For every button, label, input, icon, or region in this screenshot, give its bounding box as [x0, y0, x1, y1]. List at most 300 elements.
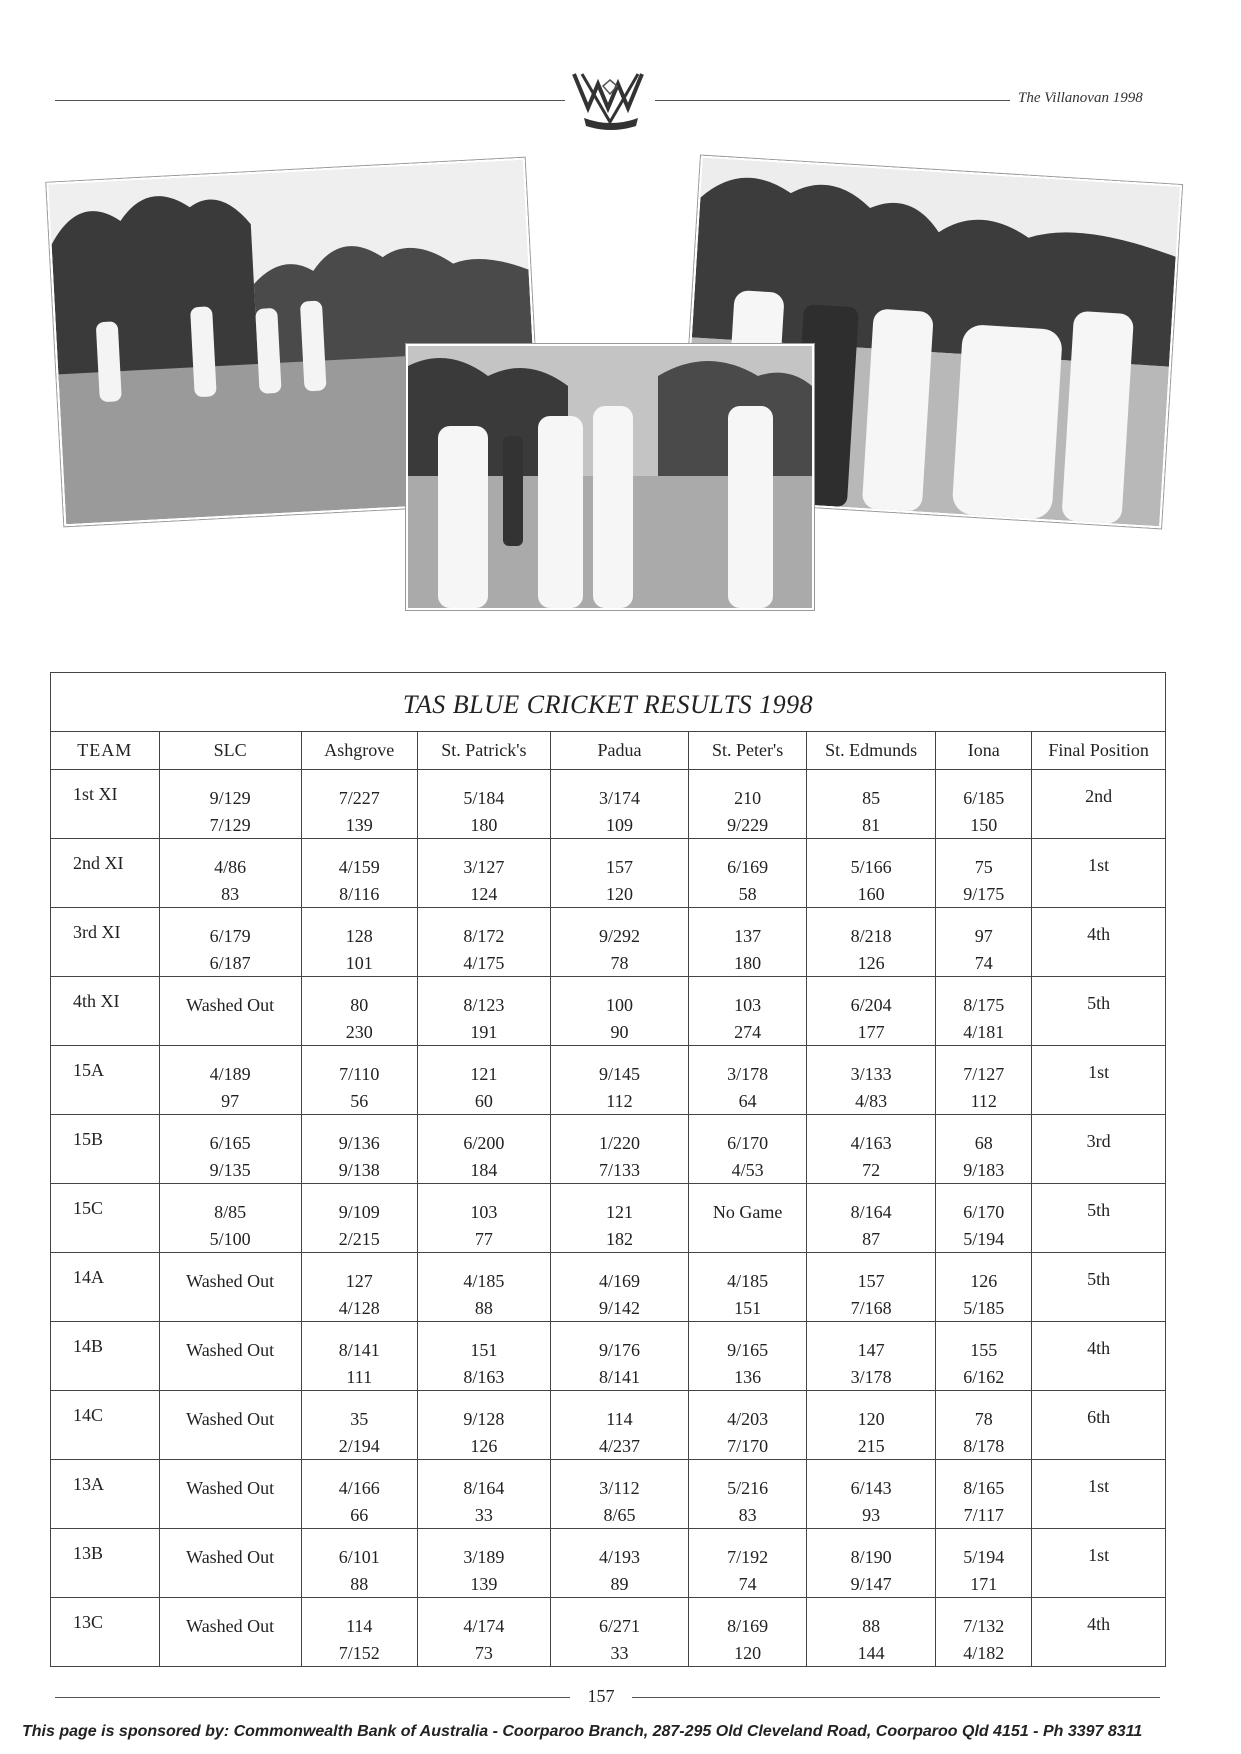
score-second-innings: 230 — [345, 1022, 373, 1042]
score-cell — [689, 770, 807, 839]
score-cell — [936, 1253, 1032, 1322]
score-second-innings: 4/182 — [963, 1643, 1005, 1663]
score-second-innings: 83 — [738, 1505, 757, 1525]
score-cell — [301, 1253, 417, 1322]
score-cell — [550, 839, 688, 908]
score-second-innings: 8/65 — [603, 1505, 636, 1525]
score-second-innings: 4/53 — [731, 1160, 764, 1180]
final-position-cell: 3rd — [1086, 1131, 1111, 1151]
score-second-innings: 97 — [221, 1091, 240, 1111]
score-first-innings: 128 — [345, 926, 373, 946]
table-row — [51, 1529, 1165, 1598]
score-first-innings: 9/165 — [727, 1340, 769, 1360]
score-second-innings: 7/133 — [598, 1160, 640, 1180]
score-first-innings: 114 — [346, 1616, 373, 1636]
score-second-innings: 9/147 — [850, 1574, 892, 1594]
score-cell — [550, 908, 688, 977]
header-rule-right — [655, 100, 1010, 101]
table-row — [51, 1184, 1165, 1253]
score-second-innings: 109 — [605, 815, 633, 835]
score-first-innings: 4/203 — [727, 1409, 769, 1429]
score-cell — [417, 1046, 550, 1115]
score-second-innings: 136 — [734, 1367, 762, 1387]
score-cell — [689, 1391, 807, 1460]
column-header: St. Patrick's — [417, 732, 550, 770]
team-name-cell: 15A — [51, 1046, 159, 1115]
score-cell — [159, 908, 301, 977]
score-cell — [807, 908, 936, 977]
score-first-innings: 6/101 — [338, 1547, 380, 1567]
score-cell — [159, 1322, 301, 1391]
score-second-innings: 111 — [346, 1367, 373, 1387]
score-second-innings: 6/187 — [209, 953, 251, 973]
score-cell — [159, 1460, 301, 1529]
score-first-innings: 3/112 — [599, 1478, 640, 1498]
score-second-innings: 83 — [221, 884, 240, 904]
score-cell — [159, 1598, 301, 1667]
score-first-innings: 9/128 — [463, 1409, 505, 1429]
score-first-innings: 4/169 — [598, 1271, 640, 1291]
score-second-innings — [160, 1571, 301, 1597]
score-first-innings: 5/194 — [963, 1547, 1005, 1567]
column-header: Final Position — [1032, 732, 1165, 770]
score-second-innings — [160, 1433, 301, 1459]
table-title: TAS BLUE CRICKET RESULTS 1998 — [51, 673, 1165, 732]
score-cell — [301, 908, 417, 977]
score-cell — [550, 977, 688, 1046]
score-first-innings: Washed Out — [186, 1547, 275, 1567]
journal-title: The Villanovan 1998 — [1018, 90, 1143, 106]
score-cell — [689, 1115, 807, 1184]
score-second-innings: 74 — [974, 953, 993, 973]
table-row — [51, 1460, 1165, 1529]
footer-rule-left — [55, 1697, 570, 1698]
score-first-innings: 127 — [345, 1271, 373, 1291]
score-cell — [689, 839, 807, 908]
score-second-innings: 6/162 — [963, 1367, 1005, 1387]
table-body — [51, 770, 1165, 1667]
team-name-cell: 15B — [51, 1115, 159, 1184]
score-cell — [807, 1115, 936, 1184]
final-position-cell: 5th — [1087, 1269, 1111, 1289]
score-first-innings: 9/136 — [338, 1133, 380, 1153]
score-cell — [301, 977, 417, 1046]
score-first-innings: 7/127 — [963, 1064, 1005, 1084]
score-first-innings: 6/165 — [209, 1133, 251, 1153]
score-cell — [689, 1322, 807, 1391]
score-first-innings: 157 — [857, 1271, 885, 1291]
score-cell — [807, 1322, 936, 1391]
final-position-cell: 5th — [1087, 993, 1111, 1013]
score-cell — [936, 839, 1032, 908]
score-first-innings: Washed Out — [186, 995, 275, 1015]
score-second-innings: 126 — [470, 1436, 498, 1456]
score-first-innings: 68 — [974, 1133, 993, 1153]
score-second-innings: 33 — [610, 1643, 629, 1663]
score-first-innings: 4/166 — [338, 1478, 380, 1498]
final-position-cell: 4th — [1087, 1614, 1111, 1634]
score-second-innings: 4/83 — [855, 1091, 888, 1111]
score-cell — [417, 977, 550, 1046]
score-second-innings: 9/138 — [338, 1160, 380, 1180]
score-first-innings: 8/175 — [963, 995, 1005, 1015]
score-first-innings: 6/170 — [963, 1202, 1005, 1222]
score-first-innings: 8/190 — [850, 1547, 892, 1567]
score-first-innings: 8/165 — [963, 1478, 1005, 1498]
score-first-innings: 97 — [974, 926, 993, 946]
score-second-innings: 126 — [857, 953, 885, 973]
score-first-innings: 8/172 — [463, 926, 505, 946]
final-position-cell: 2nd — [1085, 786, 1113, 806]
score-first-innings: 3/174 — [598, 788, 640, 808]
score-cell — [936, 1184, 1032, 1253]
score-cell — [807, 770, 936, 839]
score-cell — [936, 1598, 1032, 1667]
score-second-innings: 171 — [970, 1574, 998, 1594]
score-first-innings: 210 — [734, 788, 762, 808]
score-first-innings: 8/164 — [850, 1202, 892, 1222]
score-cell — [301, 1598, 417, 1667]
team-name-cell: 4th XI — [51, 977, 159, 1046]
score-second-innings: 184 — [470, 1160, 498, 1180]
score-cell — [807, 1046, 936, 1115]
score-first-innings: 4/185 — [727, 1271, 769, 1291]
score-cell — [301, 1184, 417, 1253]
score-cell — [936, 1322, 1032, 1391]
score-second-innings: 78 — [610, 953, 629, 973]
score-cell — [936, 1115, 1032, 1184]
score-second-innings: 7/117 — [963, 1505, 1004, 1525]
score-cell — [550, 1460, 688, 1529]
score-second-innings: 4/181 — [963, 1022, 1005, 1042]
final-position-cell: 5th — [1087, 1200, 1111, 1220]
final-position-cell: 6th — [1087, 1407, 1111, 1427]
score-first-innings: 6/143 — [850, 1478, 892, 1498]
score-second-innings: 177 — [857, 1022, 885, 1042]
sponsor-line: This page is sponsored by: Commonwealth Bank of Australia - Coorparoo Branch, 287-295 Old Cleveland Road, Coorparoo Qld 4151 - Ph 3397 8311 — [22, 1723, 1143, 1740]
column-header: TEAM — [51, 732, 159, 770]
score-second-innings: 144 — [857, 1643, 885, 1663]
score-first-innings: 4/163 — [850, 1133, 892, 1153]
score-first-innings: 6/169 — [727, 857, 769, 877]
score-second-innings: 101 — [345, 953, 373, 973]
score-cell — [159, 1046, 301, 1115]
score-second-innings: 139 — [345, 815, 373, 835]
score-second-innings: 180 — [734, 953, 762, 973]
score-first-innings: 9/129 — [209, 788, 251, 808]
score-first-innings: 78 — [974, 1409, 993, 1429]
score-first-innings: 7/110 — [339, 1064, 380, 1084]
score-cell — [301, 1460, 417, 1529]
score-first-innings: 5/184 — [463, 788, 505, 808]
score-first-innings: 4/189 — [209, 1064, 251, 1084]
score-first-innings: 6/271 — [598, 1616, 640, 1636]
score-second-innings: 60 — [474, 1091, 493, 1111]
team-name-cell: 13C — [51, 1598, 159, 1667]
score-cell — [159, 839, 301, 908]
score-second-innings: 4/237 — [598, 1436, 640, 1456]
score-second-innings: 191 — [470, 1022, 498, 1042]
score-second-innings: 215 — [857, 1436, 885, 1456]
score-first-innings: 4/193 — [598, 1547, 640, 1567]
score-cell — [807, 1460, 936, 1529]
score-cell — [689, 1046, 807, 1115]
score-second-innings: 160 — [857, 884, 885, 904]
score-second-innings: 72 — [862, 1160, 881, 1180]
score-cell — [301, 839, 417, 908]
score-second-innings: 90 — [610, 1022, 629, 1042]
team-name-cell: 14A — [51, 1253, 159, 1322]
score-second-innings: 5/185 — [963, 1298, 1005, 1318]
score-second-innings: 150 — [970, 815, 998, 835]
score-first-innings: 8/164 — [463, 1478, 505, 1498]
score-second-innings: 124 — [470, 884, 498, 904]
score-first-innings: 7/227 — [338, 788, 380, 808]
score-cell — [807, 1529, 936, 1598]
score-first-innings: 1/220 — [598, 1133, 640, 1153]
score-cell — [159, 977, 301, 1046]
score-cell — [936, 977, 1032, 1046]
score-cell — [689, 1253, 807, 1322]
table-row — [51, 1253, 1165, 1322]
score-first-innings: 147 — [857, 1340, 885, 1360]
score-cell — [159, 1184, 301, 1253]
table-row — [51, 908, 1165, 977]
score-first-innings: 80 — [350, 995, 369, 1015]
score-first-innings: 75 — [974, 857, 993, 877]
score-second-innings — [160, 1640, 301, 1666]
score-cell — [159, 1391, 301, 1460]
score-second-innings: 89 — [610, 1574, 629, 1594]
score-first-innings: 4/174 — [463, 1616, 505, 1636]
score-cell — [689, 1184, 807, 1253]
score-second-innings: 9/142 — [598, 1298, 640, 1318]
score-cell — [550, 1391, 688, 1460]
score-second-innings: 2/194 — [338, 1436, 380, 1456]
score-cell — [550, 1046, 688, 1115]
score-cell — [936, 908, 1032, 977]
score-first-innings: 100 — [605, 995, 633, 1015]
score-first-innings: 6/179 — [209, 926, 251, 946]
score-cell — [550, 1115, 688, 1184]
table-row — [51, 1391, 1165, 1460]
score-first-innings: 7/132 — [963, 1616, 1005, 1636]
score-first-innings: 157 — [605, 857, 633, 877]
table-row — [51, 1598, 1165, 1667]
score-cell — [417, 1322, 550, 1391]
score-first-innings: 3/127 — [463, 857, 505, 877]
score-second-innings: 120 — [605, 884, 633, 904]
table-row — [51, 977, 1165, 1046]
score-first-innings: Washed Out — [186, 1409, 275, 1429]
score-first-innings: 121 — [470, 1064, 498, 1084]
score-cell — [807, 839, 936, 908]
score-cell — [550, 1322, 688, 1391]
score-first-innings: 6/170 — [727, 1133, 769, 1153]
score-cell — [417, 1598, 550, 1667]
score-cell — [550, 770, 688, 839]
team-name-cell: 13A — [51, 1460, 159, 1529]
score-second-innings: 56 — [350, 1091, 369, 1111]
score-cell — [159, 1529, 301, 1598]
score-second-innings: 88 — [474, 1298, 493, 1318]
footer-rule-right — [632, 1697, 1160, 1698]
score-cell — [689, 977, 807, 1046]
score-first-innings: 6/200 — [463, 1133, 505, 1153]
score-first-innings: 9/109 — [338, 1202, 380, 1222]
table-header-row — [51, 732, 1165, 770]
column-header: Ashgrove — [301, 732, 417, 770]
score-cell — [301, 1115, 417, 1184]
score-second-innings: 8/178 — [963, 1436, 1005, 1456]
score-cell — [159, 770, 301, 839]
score-first-innings: 4/159 — [338, 857, 380, 877]
score-second-innings: 7/152 — [338, 1643, 380, 1663]
team-name-cell: 15C — [51, 1184, 159, 1253]
score-first-innings: 5/216 — [727, 1478, 769, 1498]
score-second-innings: 58 — [738, 884, 757, 904]
score-first-innings: 4/185 — [463, 1271, 505, 1291]
column-header: St. Edmunds — [807, 732, 936, 770]
team-name-cell: 3rd XI — [51, 908, 159, 977]
score-first-innings: No Game — [712, 1202, 783, 1222]
team-name-cell: 13B — [51, 1529, 159, 1598]
score-cell — [301, 1391, 417, 1460]
team-name-cell: 14B — [51, 1322, 159, 1391]
page-number: 157 — [587, 1686, 615, 1706]
score-cell — [417, 1391, 550, 1460]
score-first-innings: Washed Out — [186, 1478, 275, 1498]
score-cell — [936, 1529, 1032, 1598]
final-position-cell: 1st — [1088, 855, 1110, 875]
score-first-innings: 35 — [350, 1409, 369, 1429]
score-cell — [417, 908, 550, 977]
score-second-innings — [160, 1295, 301, 1321]
score-second-innings: 120 — [734, 1643, 762, 1663]
score-second-innings: 180 — [470, 815, 498, 835]
score-second-innings: 87 — [862, 1229, 881, 1249]
score-first-innings: 88 — [862, 1616, 881, 1636]
score-cell — [550, 1598, 688, 1667]
score-first-innings: 9/292 — [598, 926, 640, 946]
score-first-innings: 126 — [970, 1271, 998, 1291]
score-first-innings: 5/166 — [850, 857, 892, 877]
score-cell — [301, 1322, 417, 1391]
score-cell — [417, 1115, 550, 1184]
score-second-innings — [160, 1364, 301, 1390]
score-second-innings: 93 — [862, 1505, 881, 1525]
team-name-cell: 1st XI — [51, 770, 159, 839]
score-cell — [159, 1253, 301, 1322]
score-first-innings: 8/85 — [214, 1202, 247, 1222]
score-cell — [689, 1529, 807, 1598]
score-cell — [807, 1598, 936, 1667]
table-row — [51, 770, 1165, 839]
score-first-innings: 137 — [734, 926, 762, 946]
score-second-innings: 88 — [350, 1574, 369, 1594]
score-second-innings — [689, 1226, 806, 1252]
final-position-cell: 4th — [1087, 1338, 1111, 1358]
final-position-cell: 1st — [1088, 1545, 1110, 1565]
score-second-innings: 5/100 — [209, 1229, 251, 1249]
score-second-innings: 9/175 — [963, 884, 1005, 904]
team-name-cell: 2nd XI — [51, 839, 159, 908]
score-cell — [417, 1529, 550, 1598]
column-header: SLC — [159, 732, 301, 770]
score-cell — [936, 770, 1032, 839]
score-cell — [807, 1391, 936, 1460]
score-second-innings: 9/183 — [963, 1160, 1005, 1180]
score-second-innings: 8/141 — [598, 1367, 640, 1387]
score-second-innings: 4/175 — [463, 953, 505, 973]
score-cell — [936, 1046, 1032, 1115]
team-name-cell: 14C — [51, 1391, 159, 1460]
score-first-innings: Washed Out — [186, 1340, 275, 1360]
table-row — [51, 1322, 1165, 1391]
score-second-innings: 8/163 — [463, 1367, 505, 1387]
score-first-innings: 6/204 — [850, 995, 892, 1015]
score-second-innings: 81 — [862, 815, 881, 835]
score-first-innings: 8/141 — [338, 1340, 380, 1360]
score-first-innings: 8/123 — [463, 995, 505, 1015]
score-second-innings: 66 — [350, 1505, 369, 1525]
column-header: Padua — [550, 732, 688, 770]
score-second-innings: 112 — [970, 1091, 997, 1111]
score-cell — [550, 1184, 688, 1253]
score-second-innings: 64 — [738, 1091, 757, 1111]
score-second-innings: 7/168 — [850, 1298, 892, 1318]
score-first-innings: 114 — [606, 1409, 633, 1429]
score-second-innings: 7/129 — [209, 815, 251, 835]
score-cell — [807, 1184, 936, 1253]
score-cell — [807, 1253, 936, 1322]
score-second-innings: 77 — [474, 1229, 493, 1249]
score-first-innings: 103 — [734, 995, 762, 1015]
score-cell — [936, 1391, 1032, 1460]
score-second-innings — [160, 1502, 301, 1528]
score-second-innings: 9/229 — [727, 815, 769, 835]
score-cell — [417, 1253, 550, 1322]
final-position-cell: 4th — [1087, 924, 1111, 944]
score-first-innings: 151 — [470, 1340, 498, 1360]
score-second-innings: 112 — [606, 1091, 633, 1111]
score-second-innings — [160, 1019, 301, 1045]
score-cell — [301, 1529, 417, 1598]
score-first-innings: Washed Out — [186, 1616, 275, 1636]
score-first-innings: 7/192 — [727, 1547, 769, 1567]
score-second-innings: 151 — [734, 1298, 762, 1318]
score-first-innings: 8/169 — [727, 1616, 769, 1636]
score-first-innings: 85 — [862, 788, 881, 808]
score-first-innings: Washed Out — [186, 1271, 275, 1291]
score-first-innings: 6/185 — [963, 788, 1005, 808]
score-first-innings: 8/218 — [850, 926, 892, 946]
score-second-innings: 4/128 — [338, 1298, 380, 1318]
score-first-innings: 3/189 — [463, 1547, 505, 1567]
school-crest-logo — [570, 68, 652, 132]
score-cell — [159, 1115, 301, 1184]
score-cell — [417, 839, 550, 908]
table-row — [51, 1115, 1165, 1184]
score-second-innings: 74 — [738, 1574, 757, 1594]
column-header: Iona — [936, 732, 1032, 770]
score-first-innings: 155 — [970, 1340, 998, 1360]
score-second-innings: 33 — [474, 1505, 493, 1525]
score-cell — [689, 1598, 807, 1667]
score-second-innings: 3/178 — [850, 1367, 892, 1387]
header-rule-left — [55, 100, 565, 101]
score-cell — [301, 770, 417, 839]
